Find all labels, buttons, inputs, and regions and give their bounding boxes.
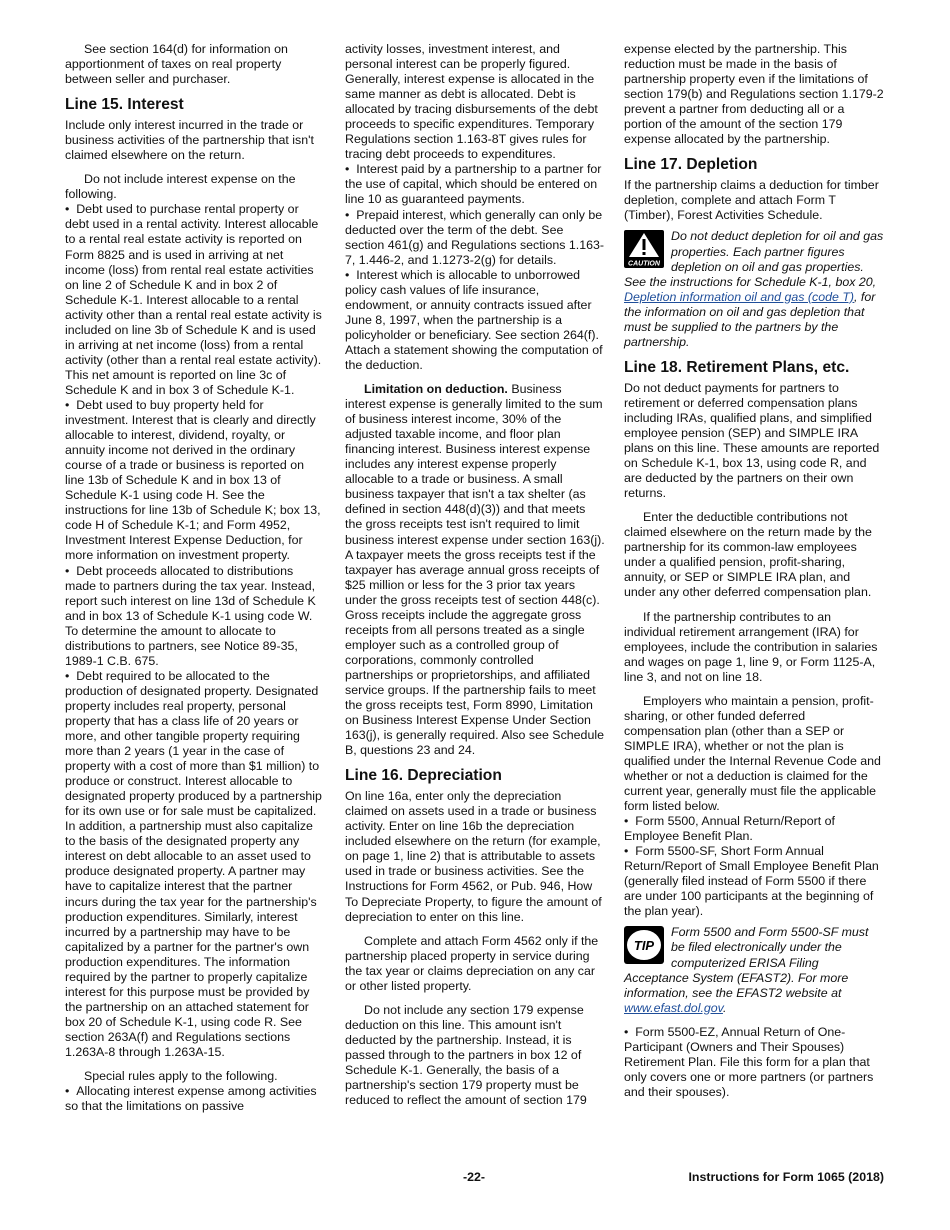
tip-label: TIP	[633, 938, 655, 954]
tip-tail: .	[722, 1000, 727, 1015]
bullet-item: • Form 5500, Annual Return/Report of Employee Benefit Plan.	[624, 814, 884, 844]
caution-icon	[624, 230, 664, 268]
heading-line-15: Line 15. Interest	[65, 96, 184, 114]
paragraph: Complete and attach Form 4562 only if the partnership placed property in service during the tax year or claims depreciation on any car or other listed property.	[345, 933, 599, 993]
tip-note	[624, 925, 884, 1015]
runin-heading: Limitation on deduction.	[364, 382, 508, 397]
paragraph: Do not deduct payments for partners to retirement or deferred compensation plans including IRAs, qualified plans, and simplified employee pension (SEP) and SIMPLE IRA plans on this line. These amounts are reported on Schedule K-1, box 13, using code R, and are deducted by the partners on their own returns.	[624, 380, 880, 501]
bullet-item: • Debt used to purchase rental property or debt used in a rental activity. Interest allocable to a rental real estate activity is reported on Form 8825 and is used in arriving at net income (loss) from rental real estate activities on line 2 of Schedule K and in box 2 of Schedule K-1. Interest allocable to a rental activity other than a rental real estate activity is included on line 3b of Schedule K and is used in arriving at net income (loss) from a rental activity (other than a rental real estate activity). This net amount is reported on line 3c of Schedule K and in box 3 of Schedule K-1.	[65, 202, 325, 398]
paragraph: Do not include interest expense on the following.	[65, 172, 296, 202]
caution-tail: , for the information on oil and gas depletion that must be supplied to the partners by the partnership.	[624, 289, 876, 349]
paragraph-limitation	[345, 382, 605, 758]
column-1	[65, 42, 325, 1114]
heading-line-17: Line 17. Depletion	[624, 156, 758, 174]
paragraph: Do not include any section 179 expense deduction on this line. This amount isn't deducted by the partnership. Instead, it is passed through to the partners in box 12 of Schedule K-1. Generally, the basis of a partnership's section 179 property must be reduced to reflect the amount of section 179	[345, 1002, 587, 1108]
heading-line-16: Line 16. Depreciation	[345, 767, 502, 785]
caution-note	[624, 229, 884, 349]
bullet-item: • Allocating interest expense among activities so that the limitations on passive	[65, 1084, 325, 1114]
bullet-item: • Debt used to buy property held for investment. Interest that is clearly and directly allocable to interest, dividend, royalty, or annuity income not derived in the ordinary course of a trade or business is reported on line 13b of Schedule K and in box 13 of Schedule K-1 using code H. See the instructions for line 13b of Schedule K; box 13, code H of Schedule K-1; and Form 4952, Investment Interest Expense Deduction, for more information on investment property.	[65, 398, 325, 564]
paragraph: Special rules apply to the following.	[84, 1069, 278, 1084]
tip-text: Form 5500 and Form 5500-SF must be filed electronically under the computerized ERISA Filing Acceptance System (EFAST2). For more information, see the EFAST2 website at	[624, 925, 869, 1000]
form-title: Instructions for Form 1065 (2018)	[688, 1170, 884, 1184]
paragraph: Employers who maintain a pension, profit-sharing, or other funded deferred compensation plan (other than a SEP or SIMPLE IRA), whether or not the plan is qualified under the Internal Revenue Code and whether or not a deduction is claimed for the current year, generally must file the applicable form listed below.	[624, 693, 881, 814]
column-3	[624, 42, 884, 1100]
runin-body: Business interest expense is generally limited to the sum of business interest income, 30% of the adjusted taxable income, and floor plan financing interest. Business interest expense includes any interest expense properly allocable to a trade or business. A small business taxpayer that isn't a tax shelter (as defined in section 448(d)(3)) and that meets the gross receipts test isn't required to limit business interest expense under section 163(j). A taxpayer meets the gross receipts test if the taxpayer has average annual gross receipts of $25 million or less for the 3 prior tax years under the gross receipts test of section 448(c). Gross receipts include the aggregate gross receipts from all persons treated as a single employer such as a controlled group of corporations, commonly controlled partnerships or proprietorships, and affiliated service groups. If the partnership fails to meet the gross receipts test, Form 8990, Limitation on Business Interest Expense Under Section 163(j), is generally required. Also see Schedule B, questions 23 and 24.	[345, 382, 605, 758]
bullet-item: • Form 5500-EZ, Annual Return of One-Participant (Owners and Their Spouses) Retirement Plan. File this form for a plan that only covers one or more partners (or partners and their spouses).	[624, 1025, 884, 1100]
paragraph: Include only interest incurred in the trade or business activities of the partnership that isn't claimed elsewhere on the return.	[65, 118, 314, 163]
paragraph: If the partnership claims a deduction for timber depletion, complete and attach Form T (Timber), Forest Activities Schedule.	[624, 178, 879, 223]
bullet-item: • Form 5500-SF, Short Form Annual Return/Report of Small Employee Benefit Plan (generally filed instead of Form 5500 if there are under 100 participants at the beginning of the plan year).	[624, 844, 884, 919]
paragraph: expense elected by the partnership. This reduction must be made in the basis of partnership property even if the limitations of section 179(b) and Regulations section 1.179-2 prevent a partner from deducting all or a portion of the amount of the section 179 expense allocated by the partnership.	[624, 42, 884, 147]
paragraph: If the partnership contributes to an individual retirement arrangement (IRA) for employees, include the contribution in salaries and wages on page 1, line 9, or Form 1125-A, line 3, and not on line 18.	[624, 609, 878, 684]
paragraph: See section 164(d) for information on apportionment of taxes on real property between seller and purchaser.	[65, 42, 288, 87]
efast-link[interactable]: www.efast.dol.gov	[624, 1000, 723, 1015]
paragraph: On line 16a, enter only the depreciation claimed on assets used in a trade or business activity. Enter on line 16b the depreciation included elsewhere on the return (for example, on page 1, line 2) that is attributable to assets used in trade or business activities. See the Instructions for Form 4562, or Pub. 946, How To Depreciate Property, to figure the amount of depreciation to enter on this line.	[345, 789, 602, 924]
depletion-link[interactable]: Depletion information oil and gas (code T)	[624, 289, 855, 304]
page-number: -22-	[463, 1170, 486, 1184]
paragraph: Enter the deductible contributions not claimed elsewhere on the return made by the partnership for its common-law employees under a qualified pension, profit-sharing, annuity, or SEP or SIMPLE IRA plan, and under any other deferred compensation plan.	[624, 510, 872, 600]
paragraph: activity losses, investment interest, and personal interest can be properly figured. Generally, interest expense is allocated in the same manner as debt is allocated. Debt is allocated by tracing disbursements of the debt proceeds to specific expenditures. Temporary Regulations section 1.163-8T gives rules for tracing debt proceeds to expenditures.	[345, 42, 598, 162]
caution-text: Do not deduct depletion for oil and gas properties. Each partner figures depletion on oil and gas properties. See the instructions for Schedule K-1, box 20,	[624, 229, 884, 289]
bullet-item: • Debt required to be allocated to the production of designated property. Designated property includes real property, personal property that has a class life of 20 years or more, and other tangible property requiring more than 2 years (1 year in the case of property with a cost of more than $1 million) to produce or construct. Interest allocable to designated property produced by a partnership for its own use or for sale must be capitalized. In addition, a partnership must also capitalize to the basis of the designated property any interest on debt allocable to an asset used to produce designated property. A partner may have to capitalize interest that the partner incurs during the tax year for the partnership's production expenditures. Similarly, interest incurred by a partnership may have to be capitalized by a partner for the partner's own production expenditures. The information required by the partner to properly capitalize interest for this purpose must be provided by the partnership on an attached statement for box 20 of Schedule K-1, using code R. See section 263A(f) and Regulations sections 1.263A-8 through 1.263A-15.	[65, 669, 325, 1060]
bullet-item: • Prepaid interest, which generally can only be deducted over the term of the debt. See section 461(g) and Regulations sections 1.163-7, 1.446-2, and 1.1273-2(g) for details.	[345, 208, 605, 268]
heading-line-18: Line 18. Retirement Plans, etc.	[624, 358, 850, 376]
bullet-item: • Debt proceeds allocated to distributions made to partners during the tax year. Instead, report such interest on line 13d of Schedule K and in box 13 of Schedule K-1 using code W. To determine the amount to allocate to distributions to partners, see Notice 89-35, 1989-1 C.B. 675.	[65, 564, 325, 669]
bullet-item: • Interest which is allocable to unborrowed policy cash values of life insurance, endowment, or annuity contracts issued after June 8, 1997, when the partnership is a policyholder or beneficiary. See section 264(f). Attach a statement showing the computation of the deduction.	[345, 268, 605, 373]
bullet-item: • Interest paid by a partnership to a partner for the use of capital, which should be entered on line 10 as guaranteed payments.	[345, 162, 605, 207]
column-2	[345, 42, 605, 1108]
caution-label: CAUTION	[628, 260, 660, 268]
tip-icon	[624, 926, 664, 964]
